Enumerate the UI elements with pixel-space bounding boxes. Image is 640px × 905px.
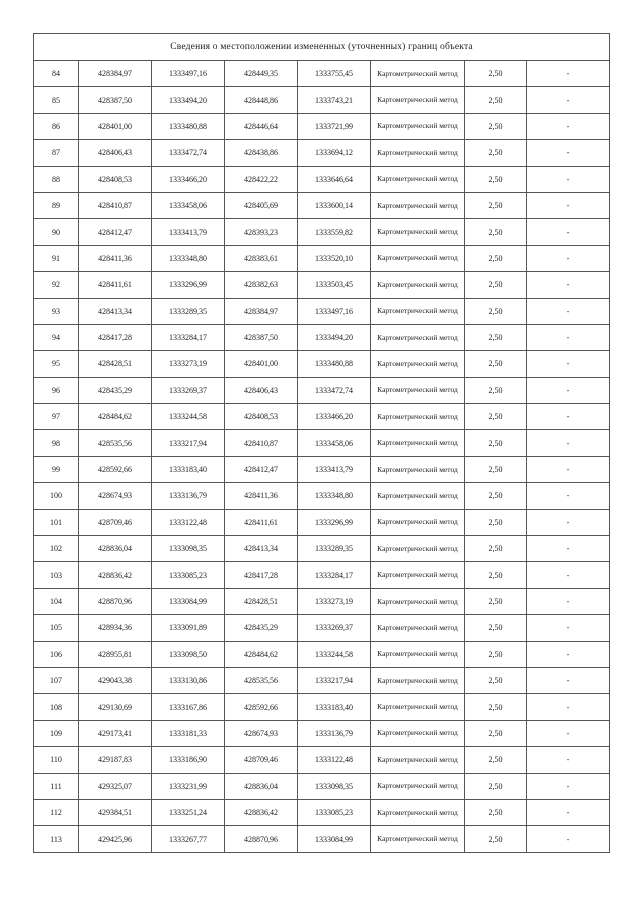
table-row bbox=[34, 720, 610, 746]
y-coordinate-cell: 1333084,99 bbox=[152, 588, 225, 614]
x-coordinate-cell: 428406,43 bbox=[79, 140, 152, 166]
x-coordinate-new-cell: 428484,62 bbox=[225, 641, 298, 667]
x-coordinate-cell: 428401,00 bbox=[79, 113, 152, 139]
y-coordinate-new-cell: 1333646,64 bbox=[298, 166, 371, 192]
table-row bbox=[34, 219, 610, 245]
method-cell: Картометрический метод bbox=[371, 192, 465, 218]
note-cell: - bbox=[527, 826, 610, 852]
y-coordinate-new-cell: 1333348,80 bbox=[298, 483, 371, 509]
accuracy-cell: 2,50 bbox=[465, 615, 527, 641]
y-coordinate-new-cell: 1333721,99 bbox=[298, 113, 371, 139]
x-coordinate-new-cell: 428411,61 bbox=[225, 509, 298, 535]
y-coordinate-new-cell: 1333098,35 bbox=[298, 773, 371, 799]
note-cell: - bbox=[527, 87, 610, 113]
x-coordinate-new-cell: 428383,61 bbox=[225, 245, 298, 271]
note-cell: - bbox=[527, 773, 610, 799]
note-cell: - bbox=[527, 456, 610, 482]
table-title-row bbox=[34, 34, 610, 61]
y-coordinate-new-cell: 1333284,17 bbox=[298, 562, 371, 588]
point-number-cell: 109 bbox=[34, 720, 79, 746]
x-coordinate-new-cell: 428406,43 bbox=[225, 377, 298, 403]
x-coordinate-cell: 428411,61 bbox=[79, 272, 152, 298]
accuracy-cell: 2,50 bbox=[465, 113, 527, 139]
x-coordinate-cell: 428435,29 bbox=[79, 377, 152, 403]
y-coordinate-new-cell: 1333458,06 bbox=[298, 430, 371, 456]
x-coordinate-new-cell: 428393,23 bbox=[225, 219, 298, 245]
method-cell: Картометрический метод bbox=[371, 826, 465, 852]
table-row bbox=[34, 747, 610, 773]
x-coordinate-new-cell: 428592,66 bbox=[225, 694, 298, 720]
x-coordinate-cell: 429130,69 bbox=[79, 694, 152, 720]
y-coordinate-cell: 1333413,79 bbox=[152, 219, 225, 245]
table-row bbox=[34, 694, 610, 720]
accuracy-cell: 2,50 bbox=[465, 298, 527, 324]
point-number-cell: 86 bbox=[34, 113, 79, 139]
y-coordinate-cell: 1333284,17 bbox=[152, 324, 225, 350]
y-coordinate-cell: 1333466,20 bbox=[152, 166, 225, 192]
y-coordinate-cell: 1333472,74 bbox=[152, 140, 225, 166]
table-row bbox=[34, 377, 610, 403]
table-row bbox=[34, 483, 610, 509]
y-coordinate-new-cell: 1333472,74 bbox=[298, 377, 371, 403]
table-row bbox=[34, 324, 610, 350]
x-coordinate-cell: 429187,83 bbox=[79, 747, 152, 773]
point-number-cell: 110 bbox=[34, 747, 79, 773]
x-coordinate-cell: 428408,53 bbox=[79, 166, 152, 192]
method-cell: Картометрический метод bbox=[371, 113, 465, 139]
x-coordinate-cell: 428410,87 bbox=[79, 192, 152, 218]
method-cell: Картометрический метод bbox=[371, 219, 465, 245]
y-coordinate-cell: 1333289,35 bbox=[152, 298, 225, 324]
y-coordinate-new-cell: 1333480,88 bbox=[298, 351, 371, 377]
method-cell: Картометрический метод bbox=[371, 166, 465, 192]
accuracy-cell: 2,50 bbox=[465, 430, 527, 456]
accuracy-cell: 2,50 bbox=[465, 192, 527, 218]
method-cell: Картометрический метод bbox=[371, 720, 465, 746]
method-cell: Картометрический метод bbox=[371, 588, 465, 614]
table-row bbox=[34, 61, 610, 87]
point-number-cell: 97 bbox=[34, 404, 79, 430]
note-cell: - bbox=[527, 667, 610, 693]
y-coordinate-new-cell: 1333600,14 bbox=[298, 192, 371, 218]
note-cell: - bbox=[527, 298, 610, 324]
y-coordinate-new-cell: 1333466,20 bbox=[298, 404, 371, 430]
x-coordinate-new-cell: 428408,53 bbox=[225, 404, 298, 430]
accuracy-cell: 2,50 bbox=[465, 140, 527, 166]
x-coordinate-new-cell: 428870,96 bbox=[225, 826, 298, 852]
accuracy-cell: 2,50 bbox=[465, 324, 527, 350]
accuracy-cell: 2,50 bbox=[465, 694, 527, 720]
accuracy-cell: 2,50 bbox=[465, 456, 527, 482]
note-cell: - bbox=[527, 615, 610, 641]
x-coordinate-cell: 429325,07 bbox=[79, 773, 152, 799]
y-coordinate-new-cell: 1333122,48 bbox=[298, 747, 371, 773]
accuracy-cell: 2,50 bbox=[465, 351, 527, 377]
point-number-cell: 94 bbox=[34, 324, 79, 350]
point-number-cell: 113 bbox=[34, 826, 79, 852]
x-coordinate-cell: 428934,36 bbox=[79, 615, 152, 641]
point-number-cell: 87 bbox=[34, 140, 79, 166]
note-cell: - bbox=[527, 588, 610, 614]
y-coordinate-new-cell: 1333289,35 bbox=[298, 536, 371, 562]
x-coordinate-new-cell: 428412,47 bbox=[225, 456, 298, 482]
x-coordinate-cell: 429425,96 bbox=[79, 826, 152, 852]
accuracy-cell: 2,50 bbox=[465, 799, 527, 825]
y-coordinate-new-cell: 1333559,82 bbox=[298, 219, 371, 245]
accuracy-cell: 2,50 bbox=[465, 773, 527, 799]
point-number-cell: 98 bbox=[34, 430, 79, 456]
y-coordinate-cell: 1333167,86 bbox=[152, 694, 225, 720]
y-coordinate-cell: 1333267,77 bbox=[152, 826, 225, 852]
x-coordinate-cell: 428836,42 bbox=[79, 562, 152, 588]
method-cell: Картометрический метод bbox=[371, 562, 465, 588]
y-coordinate-cell: 1333244,58 bbox=[152, 404, 225, 430]
y-coordinate-cell: 1333186,90 bbox=[152, 747, 225, 773]
table-row bbox=[34, 799, 610, 825]
x-coordinate-cell: 428384,97 bbox=[79, 61, 152, 87]
method-cell: Картометрический метод bbox=[371, 773, 465, 799]
x-coordinate-new-cell: 428384,97 bbox=[225, 298, 298, 324]
table-row bbox=[34, 430, 610, 456]
note-cell: - bbox=[527, 140, 610, 166]
point-number-cell: 92 bbox=[34, 272, 79, 298]
y-coordinate-cell: 1333458,06 bbox=[152, 192, 225, 218]
note-cell: - bbox=[527, 536, 610, 562]
table-row bbox=[34, 272, 610, 298]
method-cell: Картометрический метод bbox=[371, 483, 465, 509]
y-coordinate-new-cell: 1333084,99 bbox=[298, 826, 371, 852]
note-cell: - bbox=[527, 720, 610, 746]
x-coordinate-new-cell: 428382,63 bbox=[225, 272, 298, 298]
y-coordinate-cell: 1333183,40 bbox=[152, 456, 225, 482]
point-number-cell: 99 bbox=[34, 456, 79, 482]
y-coordinate-new-cell: 1333497,16 bbox=[298, 298, 371, 324]
y-coordinate-cell: 1333091,89 bbox=[152, 615, 225, 641]
method-cell: Картометрический метод bbox=[371, 509, 465, 535]
method-cell: Картометрический метод bbox=[371, 799, 465, 825]
table-row bbox=[34, 588, 610, 614]
note-cell: - bbox=[527, 509, 610, 535]
method-cell: Картометрический метод bbox=[371, 456, 465, 482]
x-coordinate-cell: 428428,51 bbox=[79, 351, 152, 377]
table-row bbox=[34, 166, 610, 192]
x-coordinate-new-cell: 428410,87 bbox=[225, 430, 298, 456]
method-cell: Картометрический метод bbox=[371, 536, 465, 562]
accuracy-cell: 2,50 bbox=[465, 536, 527, 562]
x-coordinate-new-cell: 428448,86 bbox=[225, 87, 298, 113]
table-row bbox=[34, 192, 610, 218]
y-coordinate-new-cell: 1333217,94 bbox=[298, 667, 371, 693]
accuracy-cell: 2,50 bbox=[465, 272, 527, 298]
table-row bbox=[34, 773, 610, 799]
method-cell: Картометрический метод bbox=[371, 140, 465, 166]
point-number-cell: 111 bbox=[34, 773, 79, 799]
x-coordinate-new-cell: 428674,93 bbox=[225, 720, 298, 746]
x-coordinate-cell: 428870,96 bbox=[79, 588, 152, 614]
accuracy-cell: 2,50 bbox=[465, 747, 527, 773]
method-cell: Картометрический метод bbox=[371, 404, 465, 430]
y-coordinate-new-cell: 1333269,37 bbox=[298, 615, 371, 641]
x-coordinate-new-cell: 428401,00 bbox=[225, 351, 298, 377]
x-coordinate-new-cell: 428836,42 bbox=[225, 799, 298, 825]
y-coordinate-cell: 1333130,86 bbox=[152, 667, 225, 693]
note-cell: - bbox=[527, 483, 610, 509]
boundary-coordinates-table bbox=[33, 33, 610, 853]
table-row bbox=[34, 536, 610, 562]
x-coordinate-cell: 429384,51 bbox=[79, 799, 152, 825]
x-coordinate-cell: 429043,38 bbox=[79, 667, 152, 693]
accuracy-cell: 2,50 bbox=[465, 588, 527, 614]
document-page bbox=[33, 33, 610, 853]
note-cell: - bbox=[527, 113, 610, 139]
x-coordinate-new-cell: 428435,29 bbox=[225, 615, 298, 641]
method-cell: Картометрический метод bbox=[371, 667, 465, 693]
point-number-cell: 91 bbox=[34, 245, 79, 271]
method-cell: Картометрический метод bbox=[371, 641, 465, 667]
y-coordinate-cell: 1333231,99 bbox=[152, 773, 225, 799]
y-coordinate-cell: 1333296,99 bbox=[152, 272, 225, 298]
method-cell: Картометрический метод bbox=[371, 87, 465, 113]
table-row bbox=[34, 113, 610, 139]
x-coordinate-new-cell: 428535,56 bbox=[225, 667, 298, 693]
table-row bbox=[34, 298, 610, 324]
method-cell: Картометрический метод bbox=[371, 298, 465, 324]
x-coordinate-new-cell: 428413,34 bbox=[225, 536, 298, 562]
table-row bbox=[34, 615, 610, 641]
x-coordinate-cell: 428417,28 bbox=[79, 324, 152, 350]
point-number-cell: 103 bbox=[34, 562, 79, 588]
y-coordinate-cell: 1333348,80 bbox=[152, 245, 225, 271]
y-coordinate-new-cell: 1333694,12 bbox=[298, 140, 371, 166]
x-coordinate-new-cell: 428422,22 bbox=[225, 166, 298, 192]
method-cell: Картометрический метод bbox=[371, 61, 465, 87]
note-cell: - bbox=[527, 430, 610, 456]
y-coordinate-new-cell: 1333413,79 bbox=[298, 456, 371, 482]
point-number-cell: 93 bbox=[34, 298, 79, 324]
accuracy-cell: 2,50 bbox=[465, 720, 527, 746]
x-coordinate-cell: 428412,47 bbox=[79, 219, 152, 245]
x-coordinate-cell: 429173,41 bbox=[79, 720, 152, 746]
point-number-cell: 106 bbox=[34, 641, 79, 667]
accuracy-cell: 2,50 bbox=[465, 377, 527, 403]
x-coordinate-new-cell: 428387,50 bbox=[225, 324, 298, 350]
x-coordinate-new-cell: 428411,36 bbox=[225, 483, 298, 509]
note-cell: - bbox=[527, 562, 610, 588]
accuracy-cell: 2,50 bbox=[465, 483, 527, 509]
point-number-cell: 108 bbox=[34, 694, 79, 720]
table-row bbox=[34, 140, 610, 166]
x-coordinate-cell: 428836,04 bbox=[79, 536, 152, 562]
note-cell: - bbox=[527, 799, 610, 825]
point-number-cell: 101 bbox=[34, 509, 79, 535]
y-coordinate-cell: 1333085,23 bbox=[152, 562, 225, 588]
table-row bbox=[34, 87, 610, 113]
y-coordinate-new-cell: 1333183,40 bbox=[298, 694, 371, 720]
y-coordinate-cell: 1333273,19 bbox=[152, 351, 225, 377]
note-cell: - bbox=[527, 166, 610, 192]
y-coordinate-new-cell: 1333136,79 bbox=[298, 720, 371, 746]
method-cell: Картометрический метод bbox=[371, 351, 465, 377]
y-coordinate-cell: 1333122,48 bbox=[152, 509, 225, 535]
table-row bbox=[34, 404, 610, 430]
table-row bbox=[34, 826, 610, 852]
y-coordinate-new-cell: 1333244,58 bbox=[298, 641, 371, 667]
point-number-cell: 85 bbox=[34, 87, 79, 113]
table-title: Сведения о местоположении измененных (уточненных) границ объекта bbox=[34, 34, 610, 61]
x-coordinate-cell: 428592,66 bbox=[79, 456, 152, 482]
point-number-cell: 90 bbox=[34, 219, 79, 245]
x-coordinate-new-cell: 428836,04 bbox=[225, 773, 298, 799]
y-coordinate-new-cell: 1333085,23 bbox=[298, 799, 371, 825]
y-coordinate-cell: 1333136,79 bbox=[152, 483, 225, 509]
note-cell: - bbox=[527, 245, 610, 271]
y-coordinate-cell: 1333181,33 bbox=[152, 720, 225, 746]
y-coordinate-new-cell: 1333494,20 bbox=[298, 324, 371, 350]
y-coordinate-new-cell: 1333273,19 bbox=[298, 588, 371, 614]
x-coordinate-new-cell: 428405,69 bbox=[225, 192, 298, 218]
x-coordinate-cell: 428484,62 bbox=[79, 404, 152, 430]
point-number-cell: 100 bbox=[34, 483, 79, 509]
point-number-cell: 88 bbox=[34, 166, 79, 192]
accuracy-cell: 2,50 bbox=[465, 87, 527, 113]
accuracy-cell: 2,50 bbox=[465, 509, 527, 535]
x-coordinate-cell: 428535,56 bbox=[79, 430, 152, 456]
note-cell: - bbox=[527, 404, 610, 430]
accuracy-cell: 2,50 bbox=[465, 404, 527, 430]
table-row bbox=[34, 456, 610, 482]
table-row bbox=[34, 351, 610, 377]
note-cell: - bbox=[527, 351, 610, 377]
accuracy-cell: 2,50 bbox=[465, 219, 527, 245]
y-coordinate-new-cell: 1333503,45 bbox=[298, 272, 371, 298]
point-number-cell: 96 bbox=[34, 377, 79, 403]
method-cell: Картометрический метод bbox=[371, 747, 465, 773]
accuracy-cell: 2,50 bbox=[465, 166, 527, 192]
x-coordinate-cell: 428387,50 bbox=[79, 87, 152, 113]
point-number-cell: 84 bbox=[34, 61, 79, 87]
method-cell: Картометрический метод bbox=[371, 377, 465, 403]
note-cell: - bbox=[527, 324, 610, 350]
x-coordinate-new-cell: 428438,86 bbox=[225, 140, 298, 166]
x-coordinate-new-cell: 428449,35 bbox=[225, 61, 298, 87]
table-row bbox=[34, 245, 610, 271]
note-cell: - bbox=[527, 747, 610, 773]
note-cell: - bbox=[527, 641, 610, 667]
y-coordinate-new-cell: 1333520,10 bbox=[298, 245, 371, 271]
x-coordinate-new-cell: 428428,51 bbox=[225, 588, 298, 614]
method-cell: Картометрический метод bbox=[371, 694, 465, 720]
method-cell: Картометрический метод bbox=[371, 272, 465, 298]
method-cell: Картометрический метод bbox=[371, 324, 465, 350]
method-cell: Картометрический метод bbox=[371, 615, 465, 641]
y-coordinate-cell: 1333098,35 bbox=[152, 536, 225, 562]
y-coordinate-cell: 1333217,94 bbox=[152, 430, 225, 456]
note-cell: - bbox=[527, 694, 610, 720]
y-coordinate-new-cell: 1333743,21 bbox=[298, 87, 371, 113]
note-cell: - bbox=[527, 272, 610, 298]
point-number-cell: 89 bbox=[34, 192, 79, 218]
table-row bbox=[34, 562, 610, 588]
y-coordinate-cell: 1333497,16 bbox=[152, 61, 225, 87]
method-cell: Картометрический метод bbox=[371, 430, 465, 456]
accuracy-cell: 2,50 bbox=[465, 641, 527, 667]
x-coordinate-new-cell: 428417,28 bbox=[225, 562, 298, 588]
table-row bbox=[34, 641, 610, 667]
y-coordinate-cell: 1333480,88 bbox=[152, 113, 225, 139]
y-coordinate-new-cell: 1333755,45 bbox=[298, 61, 371, 87]
y-coordinate-cell: 1333269,37 bbox=[152, 377, 225, 403]
x-coordinate-cell: 428955,81 bbox=[79, 641, 152, 667]
y-coordinate-cell: 1333098,50 bbox=[152, 641, 225, 667]
table-row bbox=[34, 509, 610, 535]
y-coordinate-new-cell: 1333296,99 bbox=[298, 509, 371, 535]
accuracy-cell: 2,50 bbox=[465, 562, 527, 588]
note-cell: - bbox=[527, 377, 610, 403]
x-coordinate-cell: 428411,36 bbox=[79, 245, 152, 271]
point-number-cell: 105 bbox=[34, 615, 79, 641]
note-cell: - bbox=[527, 219, 610, 245]
point-number-cell: 112 bbox=[34, 799, 79, 825]
accuracy-cell: 2,50 bbox=[465, 826, 527, 852]
note-cell: - bbox=[527, 192, 610, 218]
x-coordinate-cell: 428709,46 bbox=[79, 509, 152, 535]
accuracy-cell: 2,50 bbox=[465, 245, 527, 271]
accuracy-cell: 2,50 bbox=[465, 667, 527, 693]
y-coordinate-cell: 1333251,24 bbox=[152, 799, 225, 825]
point-number-cell: 102 bbox=[34, 536, 79, 562]
method-cell: Картометрический метод bbox=[371, 245, 465, 271]
y-coordinate-cell: 1333494,20 bbox=[152, 87, 225, 113]
accuracy-cell: 2,50 bbox=[465, 61, 527, 87]
point-number-cell: 95 bbox=[34, 351, 79, 377]
x-coordinate-cell: 428413,34 bbox=[79, 298, 152, 324]
point-number-cell: 104 bbox=[34, 588, 79, 614]
table-row bbox=[34, 667, 610, 693]
x-coordinate-cell: 428674,93 bbox=[79, 483, 152, 509]
x-coordinate-new-cell: 428446,64 bbox=[225, 113, 298, 139]
x-coordinate-new-cell: 428709,46 bbox=[225, 747, 298, 773]
point-number-cell: 107 bbox=[34, 667, 79, 693]
note-cell: - bbox=[527, 61, 610, 87]
